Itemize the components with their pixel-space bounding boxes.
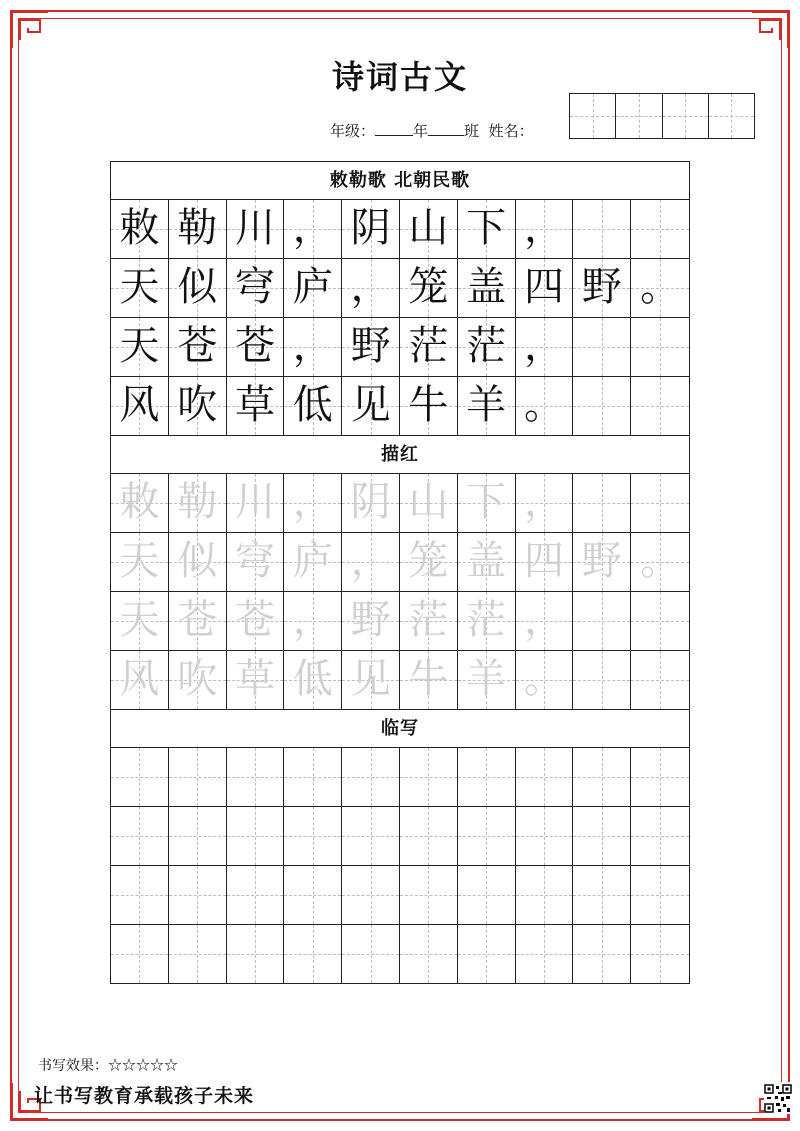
copy-row — [111, 748, 689, 807]
trace-cell — [631, 474, 689, 532]
poem-character: 穹 — [234, 538, 275, 584]
poem-character: 见 — [350, 382, 391, 428]
poem-cell — [227, 200, 285, 258]
name-writing-boxes[interactable] — [569, 93, 755, 139]
poem-character: 苍 — [177, 597, 218, 643]
copy-cell[interactable] — [284, 866, 342, 924]
poem-character: 四 — [523, 538, 564, 584]
poem-character: 野 — [581, 538, 622, 584]
poem-character: 似 — [177, 538, 218, 584]
poem-cell — [169, 200, 227, 258]
copy-cell[interactable] — [516, 925, 574, 983]
copy-cell[interactable] — [342, 748, 400, 806]
trace-cell — [111, 592, 169, 650]
trace-cell — [342, 651, 400, 709]
copy-cell[interactable] — [111, 925, 169, 983]
poem-cell — [458, 318, 516, 376]
practice-sheet — [110, 161, 690, 984]
poem-cell — [400, 318, 458, 376]
student-info-line — [330, 120, 534, 141]
poem-character: 羊 — [466, 656, 507, 702]
trace-cell — [342, 474, 400, 532]
poem-character: 山 — [408, 479, 449, 525]
poem-character: 牛 — [408, 656, 449, 702]
poem-character: 笼 — [408, 538, 449, 584]
poem-character: 草 — [234, 382, 275, 428]
poem-character: 川 — [234, 479, 275, 525]
trace-cell — [516, 474, 574, 532]
poem-character: ， — [292, 323, 333, 369]
copy-cell[interactable] — [631, 925, 689, 983]
trace-cell — [169, 474, 227, 532]
trace-cell — [111, 533, 169, 591]
poem-cell — [284, 318, 342, 376]
trace-cell — [284, 592, 342, 650]
class-suffix: 班 — [464, 122, 480, 140]
copy-cell[interactable] — [631, 807, 689, 865]
poem-character: 敕 — [119, 205, 160, 251]
poem-character: 茫 — [408, 323, 449, 369]
copy-cell[interactable] — [169, 866, 227, 924]
poem-character: 。 — [640, 538, 681, 584]
poem-character: 苍 — [234, 597, 275, 643]
trace-cell — [169, 651, 227, 709]
poem-cell — [111, 377, 169, 435]
poem-row — [111, 259, 689, 318]
poem-cell — [631, 377, 689, 435]
trace-cell — [516, 651, 574, 709]
copy-cell[interactable] — [458, 748, 516, 806]
trace-cell — [631, 651, 689, 709]
poem-character: 穹 — [234, 264, 275, 310]
poem-character: 天 — [119, 323, 160, 369]
poem-cell — [284, 200, 342, 258]
copy-cell[interactable] — [573, 925, 631, 983]
trace-cell — [516, 592, 574, 650]
copy-cell[interactable] — [400, 925, 458, 983]
copy-cell[interactable] — [516, 866, 574, 924]
copy-cell[interactable] — [169, 807, 227, 865]
poem-row — [111, 200, 689, 259]
poem-row — [111, 377, 689, 435]
poem-cell — [400, 259, 458, 317]
poem-cell — [227, 259, 285, 317]
poem-character: 四 — [523, 264, 564, 310]
poem-cell — [284, 259, 342, 317]
copy-cell[interactable] — [169, 748, 227, 806]
trace-cell — [400, 592, 458, 650]
trace-row — [111, 474, 689, 533]
poem-character: 吹 — [177, 656, 218, 702]
name-label: 姓名： — [488, 122, 534, 140]
copy-cell[interactable] — [111, 866, 169, 924]
poem-character: ， — [523, 597, 564, 643]
poem-character: 野 — [350, 323, 391, 369]
poem-character: 下 — [466, 479, 507, 525]
poem-character: 苍 — [234, 323, 275, 369]
copy-cell[interactable] — [573, 748, 631, 806]
poem-character: ， — [523, 479, 564, 525]
trace-row — [111, 651, 689, 709]
trace-cell — [169, 533, 227, 591]
poem-character: 庐 — [292, 264, 333, 310]
poem-character: 笼 — [408, 264, 449, 310]
poem-character: 天 — [119, 264, 160, 310]
trace-cell — [573, 533, 631, 591]
trace-cell — [284, 474, 342, 532]
copy-cell[interactable] — [458, 866, 516, 924]
trace-cell — [458, 651, 516, 709]
poem-cell — [573, 318, 631, 376]
poem-grid — [111, 200, 689, 435]
copy-row — [111, 925, 689, 983]
poem-character: 阴 — [350, 479, 391, 525]
poem-cell — [516, 200, 574, 258]
poem-character: 盖 — [466, 264, 507, 310]
copy-cell[interactable] — [631, 748, 689, 806]
trace-row — [111, 592, 689, 651]
poem-character: ， — [523, 205, 564, 251]
poem-cell — [458, 259, 516, 317]
name-box[interactable] — [616, 94, 662, 138]
trace-cell — [284, 533, 342, 591]
trace-grid — [111, 474, 689, 709]
poem-cell — [169, 377, 227, 435]
copy-cell[interactable] — [458, 925, 516, 983]
poem-character: ， — [523, 323, 564, 369]
copy-cell[interactable] — [400, 807, 458, 865]
copy-cell[interactable] — [573, 866, 631, 924]
poem-character: ， — [350, 538, 391, 584]
poem-cell — [516, 318, 574, 376]
poem-character: 似 — [177, 264, 218, 310]
copy-cell[interactable] — [227, 748, 285, 806]
trace-cell — [400, 651, 458, 709]
poem-character: 天 — [119, 597, 160, 643]
trace-cell — [342, 592, 400, 650]
poem-cell — [458, 200, 516, 258]
name-box[interactable] — [663, 94, 709, 138]
poem-cell — [284, 377, 342, 435]
poem-character: 低 — [292, 656, 333, 702]
trace-cell — [573, 592, 631, 650]
poem-cell — [516, 377, 574, 435]
poem-character: ， — [350, 264, 391, 310]
copy-cell[interactable] — [284, 925, 342, 983]
poem-cell — [111, 259, 169, 317]
poem-character: 勒 — [177, 479, 218, 525]
poem-character: 山 — [408, 205, 449, 251]
poem-character: ， — [292, 597, 333, 643]
poem-cell — [573, 200, 631, 258]
poem-cell — [400, 377, 458, 435]
copy-heading: 临写 — [111, 709, 689, 748]
corner-ornament-icon — [10, 10, 50, 50]
poem-heading: 敕勒歌 北朝民歌 — [111, 162, 689, 200]
poem-cell — [631, 259, 689, 317]
copy-cell[interactable] — [458, 807, 516, 865]
copy-cell[interactable] — [111, 748, 169, 806]
trace-cell — [631, 592, 689, 650]
poem-character: 低 — [292, 382, 333, 428]
poem-character: 风 — [119, 382, 160, 428]
poem-character: 苍 — [177, 323, 218, 369]
trace-cell — [342, 533, 400, 591]
poem-cell — [516, 259, 574, 317]
poem-character: 茫 — [466, 597, 507, 643]
class-blank[interactable] — [428, 121, 464, 136]
poem-character: ， — [292, 205, 333, 251]
copy-cell[interactable] — [516, 748, 574, 806]
trace-cell — [111, 651, 169, 709]
poem-cell — [342, 377, 400, 435]
poem-cell — [631, 318, 689, 376]
poem-character: 。 — [640, 264, 681, 310]
poem-cell — [573, 377, 631, 435]
poem-character: ， — [292, 479, 333, 525]
trace-row — [111, 533, 689, 592]
grade-blank[interactable] — [375, 121, 413, 136]
trace-cell — [227, 533, 285, 591]
poem-character: 天 — [119, 538, 160, 584]
poem-cell — [169, 318, 227, 376]
trace-cell — [284, 651, 342, 709]
name-box[interactable] — [709, 94, 754, 138]
copy-cell[interactable] — [631, 866, 689, 924]
copy-cell[interactable] — [227, 866, 285, 924]
poem-cell — [227, 318, 285, 376]
slogan: 让书写教育承载孩子未来 — [34, 1085, 255, 1107]
poem-character: 羊 — [466, 382, 507, 428]
trace-cell — [400, 533, 458, 591]
poem-character: 下 — [466, 205, 507, 251]
poem-character: 盖 — [466, 538, 507, 584]
trace-cell — [458, 533, 516, 591]
copy-cell[interactable] — [573, 807, 631, 865]
poem-cell — [227, 377, 285, 435]
trace-cell — [458, 474, 516, 532]
copy-cell[interactable] — [169, 925, 227, 983]
trace-cell — [227, 651, 285, 709]
poem-character: 野 — [581, 264, 622, 310]
poem-cell — [342, 259, 400, 317]
copy-cell[interactable] — [284, 807, 342, 865]
trace-cell — [169, 592, 227, 650]
copy-cell[interactable] — [227, 807, 285, 865]
poem-cell — [573, 259, 631, 317]
poem-character: 野 — [350, 597, 391, 643]
copy-cell[interactable] — [111, 807, 169, 865]
copy-cell[interactable] — [227, 925, 285, 983]
poem-character: 草 — [234, 656, 275, 702]
trace-cell — [516, 533, 574, 591]
poem-character: 阴 — [350, 205, 391, 251]
poem-character: 敕 — [119, 479, 160, 525]
poem-character: 。 — [523, 382, 564, 428]
qr-code-icon — [764, 1082, 792, 1114]
poem-character: 见 — [350, 656, 391, 702]
copy-cell[interactable] — [342, 807, 400, 865]
poem-character: 风 — [119, 656, 160, 702]
trace-cell — [458, 592, 516, 650]
page-title: 诗词古文 — [331, 58, 468, 96]
trace-cell — [573, 651, 631, 709]
poem-cell — [631, 200, 689, 258]
copy-cell[interactable] — [400, 748, 458, 806]
copy-cell[interactable] — [400, 866, 458, 924]
copy-cell[interactable] — [342, 925, 400, 983]
copy-cell[interactable] — [516, 807, 574, 865]
copy-cell[interactable] — [284, 748, 342, 806]
poem-cell — [458, 377, 516, 435]
poem-character: 庐 — [292, 538, 333, 584]
copy-row — [111, 807, 689, 866]
poem-character: 勒 — [177, 205, 218, 251]
trace-cell — [227, 592, 285, 650]
copy-row — [111, 866, 689, 925]
poem-cell — [342, 318, 400, 376]
poem-character: 。 — [523, 656, 564, 702]
poem-cell — [342, 200, 400, 258]
trace-cell — [631, 533, 689, 591]
poem-character: 川 — [234, 205, 275, 251]
poem-character: 吹 — [177, 382, 218, 428]
corner-ornament-icon — [750, 10, 790, 50]
copy-cell[interactable] — [342, 866, 400, 924]
writing-rating: 书写效果：☆☆☆☆☆ — [38, 1058, 178, 1074]
year-suffix: 年 — [413, 122, 429, 140]
trace-cell — [111, 474, 169, 532]
poem-row — [111, 318, 689, 377]
trace-cell — [400, 474, 458, 532]
grade-label: 年级： — [330, 122, 376, 140]
poem-character: 茫 — [466, 323, 507, 369]
poem-cell — [169, 259, 227, 317]
poem-character: 牛 — [408, 382, 449, 428]
poem-cell — [400, 200, 458, 258]
poem-character: 茫 — [408, 597, 449, 643]
poem-cell — [111, 200, 169, 258]
name-box[interactable] — [570, 94, 616, 138]
trace-heading: 描红 — [111, 435, 689, 474]
trace-cell — [227, 474, 285, 532]
poem-cell — [111, 318, 169, 376]
copy-grid — [111, 748, 689, 983]
trace-cell — [573, 474, 631, 532]
